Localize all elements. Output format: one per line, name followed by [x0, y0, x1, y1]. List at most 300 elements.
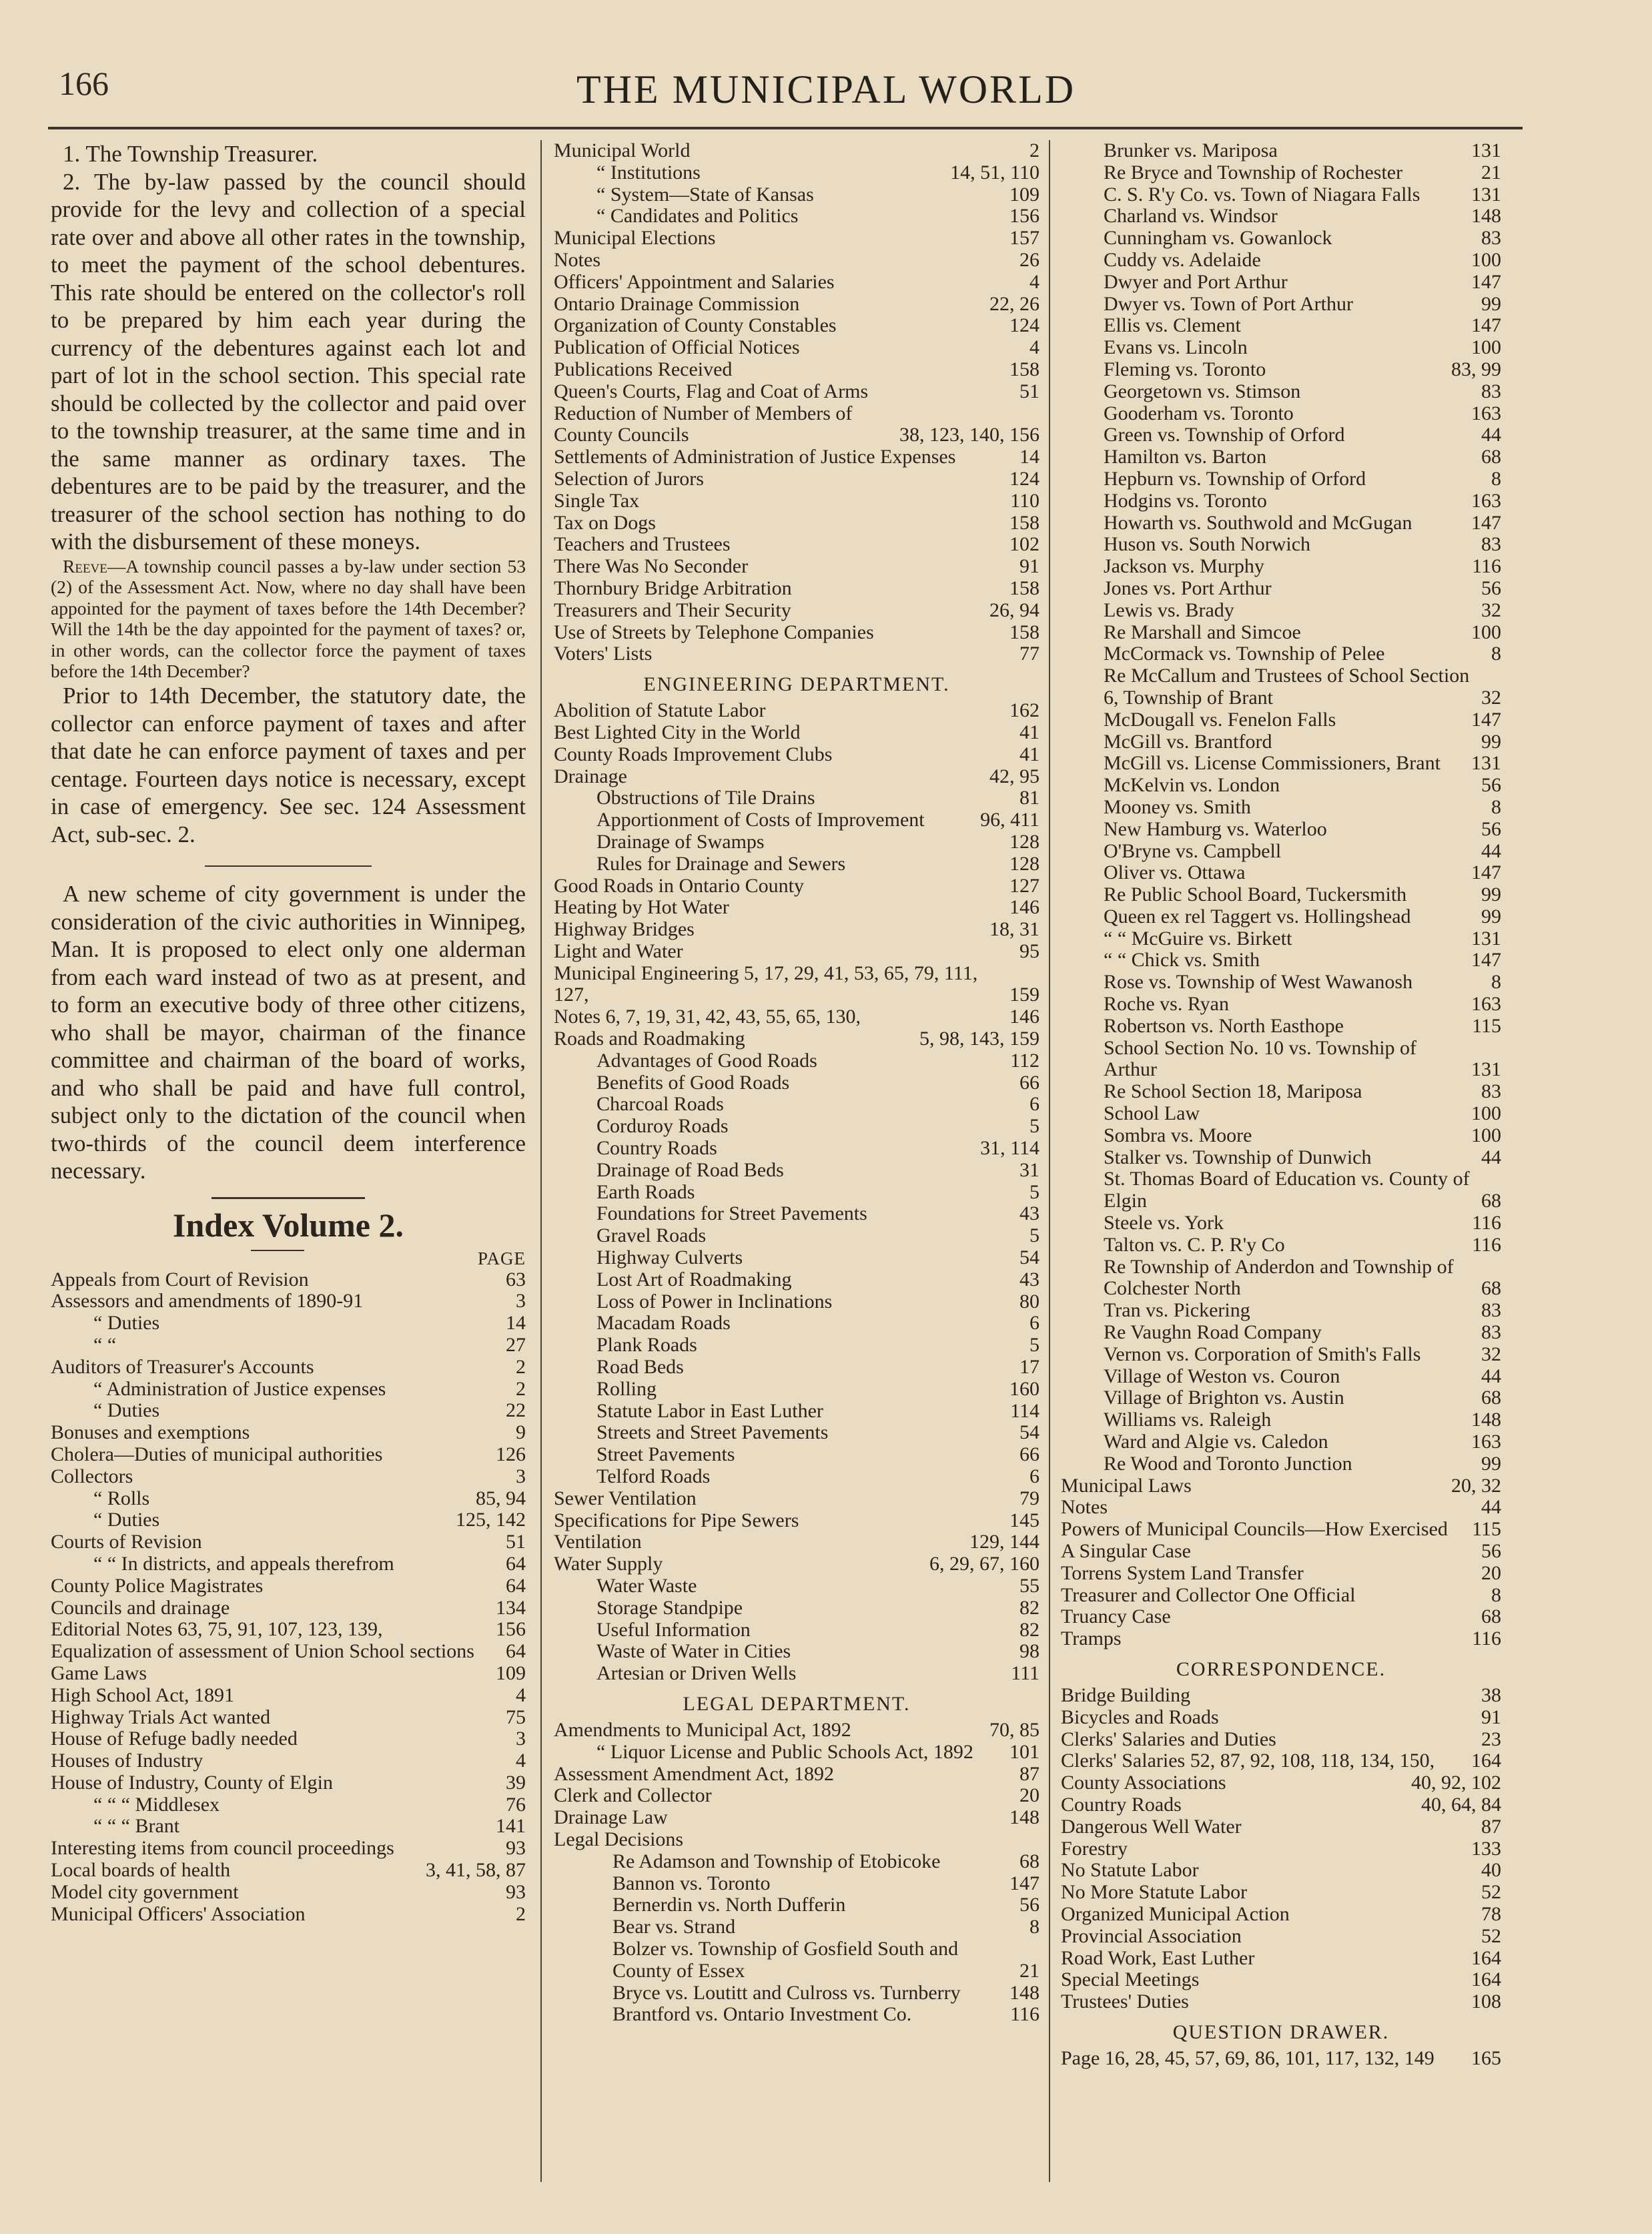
index-entry-page: 115	[1472, 1518, 1501, 1541]
index-entry	[554, 1028, 1040, 1050]
index-entry-page: 26, 94	[989, 599, 1040, 621]
index-entry	[1061, 994, 1501, 1016]
index-entry	[554, 1006, 1040, 1028]
index-entry	[1061, 1125, 1501, 1147]
index-entry-title: Queen's Courts, Flag and Coat of Arms	[554, 380, 869, 402]
index-entry	[1061, 1926, 1501, 1948]
index-entry-title: Local boards of health	[51, 1859, 231, 1882]
index-entry-page: 68	[1481, 1277, 1501, 1300]
index-entry-title: Specifications for Pipe Sewers	[554, 1509, 799, 1531]
index-entry-title: Amendments to Municipal Act, 1892	[554, 1718, 851, 1741]
index-entry-page: 6, 29, 67, 160	[929, 1553, 1040, 1575]
index-entry-title: Tax on Dogs	[554, 511, 656, 534]
index-entry	[1061, 140, 1501, 162]
index-entry-title: Best Lighted City in the World	[554, 721, 801, 743]
index-entry-page: 56	[1019, 1894, 1040, 1916]
index-list-question-drawer	[1061, 2048, 1501, 2070]
index-entry	[1061, 1453, 1501, 1475]
index-entry	[554, 534, 1040, 556]
index-entry	[554, 897, 1040, 919]
index-entry	[51, 1575, 526, 1597]
index-entry-title: Drainage of Swamps	[596, 830, 765, 853]
index-entry	[1061, 1475, 1501, 1497]
index-entry-page: 2	[516, 1355, 526, 1378]
index-entry	[1061, 1212, 1501, 1234]
index-entry-page: 102	[1009, 533, 1040, 556]
index-entry-page: 147	[1471, 511, 1501, 534]
index-entry-page: 82	[1019, 1618, 1040, 1641]
index-entry-page: 116	[1472, 1212, 1501, 1234]
index-entry-title: “ Administration of Justice expenses	[93, 1377, 386, 1400]
index-entry-page: 83	[1481, 1321, 1501, 1344]
column-2	[554, 140, 1040, 2026]
index-entry	[1061, 709, 1501, 731]
index-entry-title: Corduroy Roads	[596, 1115, 729, 1138]
index-entry	[554, 1829, 1040, 1851]
index-entry	[554, 578, 1040, 600]
index-entry	[51, 1882, 526, 1904]
index-list-col1	[51, 1269, 526, 1926]
index-entry-page: 126	[496, 1443, 526, 1465]
index-entry-title: Stalker vs. Township of Dunwich	[1104, 1146, 1372, 1168]
index-entry-title: Road Work, East Luther	[1061, 1946, 1255, 1969]
index-entry-page: 131	[1471, 1058, 1501, 1081]
index-entry	[1061, 1081, 1501, 1103]
index-entry-title: Mooney vs. Smith	[1104, 795, 1251, 818]
index-entry	[554, 446, 1040, 468]
index-entry-page: 78	[1481, 1902, 1501, 1925]
index-entry-title: Heating by Hot Water	[554, 896, 729, 919]
index-entry-page: 101	[1009, 1740, 1040, 1763]
index-entry-page: 20	[1481, 1561, 1501, 1584]
index-entry-title: “ “ “ Middlesex	[93, 1793, 220, 1816]
index-entry-page: 41	[1019, 721, 1040, 743]
index-entry	[554, 1050, 1040, 1072]
index-entry-page: 68	[1019, 1850, 1040, 1872]
index-entry	[554, 1785, 1040, 1807]
index-entry	[1061, 1794, 1501, 1816]
index-entry	[51, 1904, 526, 1926]
index-entry-title: Village of Weston vs. Couron	[1104, 1365, 1340, 1387]
index-entry	[554, 1894, 1040, 1916]
index-entry	[1061, 1497, 1501, 1519]
index-entry	[1061, 906, 1501, 928]
index-entry-page: 6	[1029, 1312, 1040, 1335]
index-entry	[51, 1488, 526, 1510]
index-entry-title: “ “ “ Brant	[93, 1815, 180, 1838]
index-entry-page: 148	[1009, 1806, 1040, 1829]
index-list-correspondence	[1061, 1685, 1501, 2013]
index-entry	[554, 1938, 1040, 1982]
index-entry	[1061, 315, 1501, 337]
index-entry-title: Bonuses and exemptions	[51, 1421, 250, 1444]
index-entry	[1061, 1860, 1501, 1882]
index-entry-page: 40	[1481, 1859, 1501, 1882]
index-entry	[1061, 600, 1501, 622]
index-entry-title: School Section No. 10 vs. Township of Arthur	[1104, 1036, 1417, 1081]
index-entry-page: 56	[1481, 817, 1501, 840]
index-entry-page: 32	[1481, 599, 1501, 621]
index-entry-title: Brantford vs. Ontario Investment Co.	[612, 2003, 912, 2026]
index-entry-title: Clerks' Salaries and Duties	[1061, 1728, 1276, 1750]
index-entry-page: 32	[1481, 1343, 1501, 1365]
index-entry-page: 157	[1009, 227, 1040, 250]
index-entry	[1061, 1563, 1501, 1585]
index-entry-title: Sewer Ventilation	[554, 1487, 697, 1509]
index-entry-page: 14	[1019, 446, 1040, 468]
index-entry	[51, 1750, 526, 1772]
index-entry-page: 81	[1019, 787, 1040, 809]
index-entry-page: 99	[1481, 905, 1501, 927]
index-entry-title: Cuddy vs. Adelaide	[1104, 248, 1261, 271]
index-entry-page: 93	[506, 1880, 526, 1903]
index-entry-page: 116	[1472, 1627, 1501, 1650]
index-entry-page: 110	[1010, 489, 1040, 512]
index-entry-page: 87	[1481, 1815, 1501, 1838]
index-entry-page: 68	[1481, 1605, 1501, 1628]
index-entry-page: 99	[1481, 1452, 1501, 1475]
index-entry-title: Re Wood and Toronto Junction	[1104, 1452, 1352, 1475]
index-entry-page: 52	[1481, 1881, 1501, 1904]
index-entry	[1061, 403, 1501, 425]
index-entry	[1061, 337, 1501, 359]
index-entry-title: Trustees' Duties	[1061, 1990, 1189, 2013]
index-entry-page: 5	[1029, 1224, 1040, 1247]
index-entry	[1061, 1103, 1501, 1125]
index-entry-title: Steele vs. York	[1104, 1212, 1224, 1234]
index-entry	[1061, 1969, 1501, 1991]
index-entry-page: 125, 142	[456, 1509, 526, 1531]
index-entry	[1061, 1038, 1501, 1082]
index-entry	[51, 1597, 526, 1619]
index-entry-title: Clerk and Collector	[554, 1784, 712, 1807]
answer-1: 1. The Township Treasurer.	[63, 141, 318, 167]
index-entry-page: 66	[1019, 1443, 1040, 1466]
index-entry-page: 100	[1471, 248, 1501, 271]
index-entry-title: Village of Brighton vs. Austin	[1104, 1387, 1344, 1409]
index-entry	[1061, 622, 1501, 644]
index-entry-title: McKelvin vs. London	[1104, 774, 1280, 797]
index-entry-page: 83	[1481, 380, 1501, 402]
index-entry-title: Municipal Elections	[554, 227, 716, 250]
index-entry	[51, 1531, 526, 1553]
index-entry-title: “ System—State of Kansas	[596, 183, 814, 206]
index-entry-page: 98	[1019, 1640, 1040, 1663]
index-entry-title: Fleming vs. Toronto	[1104, 358, 1266, 380]
index-entry-page: 160	[1009, 1377, 1040, 1400]
index-entry-page: 40, 64, 84	[1421, 1793, 1501, 1816]
index-entry-title: Charcoal Roads	[596, 1093, 724, 1116]
index-entry	[51, 1444, 526, 1466]
index-entry	[554, 512, 1040, 534]
index-entry-page: 124	[1009, 314, 1040, 337]
index-entry-title: Ellis vs. Clement	[1104, 314, 1241, 337]
index-entry-page: 163	[1471, 993, 1501, 1016]
legal-heading: LEGAL DEPARTMENT.	[683, 1692, 911, 1715]
index-entry-page: 109	[496, 1661, 526, 1684]
index-entry-title: Settlements of Administration of Justice Expenses	[554, 446, 956, 468]
index-entry	[1061, 512, 1501, 534]
index-entry-page: 20	[1019, 1784, 1040, 1807]
index-entry-page: 146	[1009, 1006, 1040, 1028]
index-entry-title: Hepburn vs. Township of Orford	[1104, 467, 1366, 490]
index-entry	[554, 1466, 1040, 1488]
index-entry-title: Bannon vs. Toronto	[612, 1872, 771, 1894]
index-entry-title: Brunker vs. Mariposa	[1104, 139, 1278, 161]
index-entry-page: 68	[1481, 1190, 1501, 1212]
index-entry	[554, 1357, 1040, 1379]
index-entry-page: 158	[1009, 621, 1040, 643]
index-entry-page: 158	[1009, 577, 1040, 599]
index-entry	[554, 337, 1040, 359]
index-entry	[51, 1269, 526, 1291]
column-1	[51, 140, 526, 1925]
index-entry	[1061, 184, 1501, 206]
index-entry-page: 99	[1481, 730, 1501, 753]
index-entry-title: Provincial Association	[1061, 1924, 1242, 1947]
index-entry	[554, 622, 1040, 644]
index-entry-title: McGill vs. License Commissioners, Brant	[1104, 752, 1440, 775]
index-entry-title: Re Marshall and Simcoe	[1104, 621, 1301, 643]
index-entry-page: 70, 85	[989, 1718, 1040, 1741]
index-entry-title: Municipal Laws	[1061, 1474, 1192, 1497]
index-entry	[554, 250, 1040, 272]
index-entry	[554, 1553, 1040, 1575]
page-number: 166	[59, 65, 109, 102]
index-entry-title: Bolzer vs. Township of Gosfield South and County of Essex	[612, 1937, 959, 1982]
index-entry-title: Bridge Building	[1061, 1684, 1191, 1706]
index-entry	[1061, 1772, 1501, 1794]
index-entry-page: 164	[1471, 1946, 1501, 1969]
index-entry-title: Page 16, 28, 45, 57, 69, 86, 101, 117, 132, 149	[1061, 2046, 1434, 2069]
index-entry	[1061, 1628, 1501, 1650]
index-entry-page: 99	[1481, 292, 1501, 315]
index-entry-title: Queen ex rel Taggert vs. Hollingshead	[1104, 905, 1411, 927]
index-entry	[554, 1379, 1040, 1401]
index-entry	[554, 228, 1040, 250]
index-entry-page: 18, 31	[989, 918, 1040, 941]
index-entry	[554, 1807, 1040, 1829]
index-entry-title: Williams vs. Raleigh	[1104, 1409, 1272, 1431]
index-entry-title: Single Tax	[554, 489, 640, 512]
index-list-legal	[554, 1720, 1040, 2026]
index-entry	[1061, 928, 1501, 950]
index-entry	[554, 556, 1040, 578]
index-entry-title: County Associations	[1061, 1772, 1226, 1794]
index-entry-title: Assessment Amendment Act, 1892	[554, 1762, 834, 1785]
index-entry-title: Teachers and Trustees	[554, 533, 731, 556]
index-entry-title: Oliver vs. Ottawa	[1104, 861, 1246, 884]
index-entry-title: Storage Standpipe	[596, 1596, 743, 1619]
index-entry	[1061, 1750, 1501, 1772]
index-entry	[1061, 534, 1501, 556]
index-entry	[554, 1873, 1040, 1895]
index-entry	[1061, 1519, 1501, 1541]
question-drawer-heading: QUESTION DRAWER.	[1172, 2020, 1390, 2043]
article-answers	[51, 140, 526, 556]
index-entry-title: Plank Roads	[596, 1334, 697, 1357]
index-entry-title: Clerks' Salaries 52, 87, 92, 108, 118, 134, 150,	[1061, 1750, 1435, 1772]
index-entry-page: 114	[1010, 1399, 1040, 1422]
index-entry	[1061, 490, 1501, 512]
index-entry-title: Equalization of assessment of Union School sections	[51, 1640, 474, 1663]
index-entry	[1061, 1541, 1501, 1563]
index-entry-title: Street Pavements	[596, 1443, 735, 1466]
index-entry	[51, 1619, 526, 1641]
index-entry-page: 127	[1009, 874, 1040, 897]
index-entry	[554, 1510, 1040, 1532]
index-entry-page: 23	[1481, 1728, 1501, 1750]
index-entry	[554, 272, 1040, 294]
index-entry-title: Apportionment of Costs of Improvement	[596, 809, 925, 831]
index-entry-page: 164	[1471, 1750, 1501, 1772]
index-entry	[51, 1838, 526, 1860]
index-entry-title: Municipal World	[554, 139, 691, 161]
index-entry	[554, 1269, 1040, 1291]
page-column-heading: PAGE	[477, 1248, 526, 1268]
index-entry-title: Bicycles and Roads	[1061, 1706, 1219, 1728]
index-entry-title: Organized Municipal Action	[1061, 1902, 1290, 1925]
index-entry-page: 32	[1481, 686, 1501, 709]
index-entry	[1061, 972, 1501, 994]
index-entry-page: 93	[506, 1837, 526, 1860]
column-3	[1061, 140, 1501, 2070]
index-entry-title: “ “ Chick vs. Smith	[1104, 949, 1260, 972]
index-entry	[1061, 819, 1501, 841]
index-entry	[554, 1291, 1040, 1313]
index-entry-page: 95	[1019, 940, 1040, 962]
index-entry-title: Selection of Jurors	[554, 467, 704, 490]
index-entry-title: Hodgins vs. Toronto	[1104, 489, 1267, 512]
index-entry-page: 3, 41, 58, 87	[426, 1859, 526, 1882]
index-entry	[1061, 1256, 1501, 1300]
index-entry-page: 77	[1019, 643, 1040, 665]
index-entry	[1061, 950, 1501, 972]
index-entry-page: 54	[1019, 1246, 1040, 1269]
reeve-question	[51, 556, 526, 683]
index-entry	[554, 853, 1040, 875]
index-entry-page: 129, 144	[969, 1531, 1040, 1553]
index-entry-page: 148	[1471, 1409, 1501, 1431]
index-entry-title: “ “ McGuire vs. Birkett	[1104, 927, 1292, 950]
index-entry	[1061, 731, 1501, 753]
index-entry-title: Legal Decisions	[554, 1828, 684, 1850]
index-entry	[554, 2004, 1040, 2026]
index-entry-title: Country Roads	[1061, 1793, 1182, 1816]
index-entry	[1061, 841, 1501, 863]
index-entry-page: 116	[1472, 555, 1501, 578]
index-entry-title: Earth Roads	[596, 1180, 695, 1203]
index-entry	[554, 1422, 1040, 1444]
index-entry-title: Rolling	[596, 1377, 657, 1400]
index-entry-page: 44	[1481, 839, 1501, 862]
index-entry	[51, 1685, 526, 1707]
header-rule	[48, 127, 1523, 129]
index-entry-page: 43	[1019, 1268, 1040, 1290]
index-entry-title: McGill vs. Brantford	[1104, 730, 1272, 753]
index-entry-page: 100	[1471, 1102, 1501, 1125]
index-entry-page: 147	[1471, 270, 1501, 293]
index-entry-title: Bernerdin vs. North Dufferin	[612, 1894, 846, 1916]
index-entry-page: 162	[1009, 699, 1040, 722]
index-entry	[51, 1290, 526, 1313]
index-entry	[51, 1641, 526, 1663]
index-entry-title: Collectors	[51, 1465, 133, 1487]
index-entry-page: 3	[516, 1465, 526, 1487]
index-entry-title: C. S. R'y Co. vs. Town of Niagara Falls	[1104, 183, 1420, 206]
index-entry-page: 100	[1471, 336, 1501, 359]
index-entry	[554, 1982, 1040, 2004]
index-entry	[51, 1400, 526, 1422]
index-entry-page: 68	[1481, 446, 1501, 468]
index-entry-title: Robertson vs. North Easthope	[1104, 1014, 1344, 1037]
index-entry-title: Talton vs. C. P. R'y Co	[1104, 1233, 1285, 1256]
index-entry	[1061, 753, 1501, 775]
winnipeg-article: A new scheme of city government is under the consideration of the civic authorities in Winnipeg, Man. It is proposed to elect only one alderman from each ward instead of two as at present, and to form an executive body of three other citizens, who shall be mayor, chairman of the finance committee and chairman of the board of works, and who shall be paid and have full control, subject only to the dictation of the council when two-thirds of the council deem interference necessary.	[51, 881, 526, 1184]
index-list-cases	[1061, 140, 1501, 1650]
index-entry-title: Vernon vs. Corporation of Smith's Falls	[1104, 1343, 1421, 1365]
index-entry-page: 147	[1471, 949, 1501, 972]
index-entry	[51, 1728, 526, 1750]
index-entry-title: Macadam Roads	[596, 1312, 731, 1335]
index-entry-page: 111	[1011, 1662, 1040, 1685]
index-entry	[1061, 1882, 1501, 1904]
index-entry-page: 52	[1481, 1924, 1501, 1947]
index-entry-title: Thornbury Bridge Arbitration	[554, 577, 792, 599]
index-entry-page: 4	[1029, 270, 1040, 293]
masthead: THE MUNICIPAL WORLD	[576, 67, 1076, 111]
index-entry	[554, 600, 1040, 622]
index-entry	[51, 1860, 526, 1882]
index-entry-title: Houses of Industry	[51, 1750, 203, 1772]
index-entry-title: Evans vs. Lincoln	[1104, 336, 1248, 359]
index-entry-title: Interesting items from council proceedings	[51, 1837, 394, 1860]
correspondence-heading: CORRESPONDENCE.	[1176, 1657, 1386, 1680]
index-ornament-rule	[212, 1197, 365, 1199]
index-entry-page: 83	[1481, 1080, 1501, 1103]
index-entry-title: No More Statute Labor	[1061, 1881, 1248, 1904]
index-entry	[554, 643, 1040, 665]
index-entry-page: 51	[506, 1531, 526, 1553]
index-entry-page: 64	[506, 1640, 526, 1663]
index-entry-title: Highway Culverts	[596, 1246, 743, 1269]
index-entry	[554, 941, 1040, 963]
index-entry	[554, 700, 1040, 722]
index-entry-page: 163	[1471, 402, 1501, 424]
index-entry	[1061, 1409, 1501, 1431]
index-entry-title: Dwyer vs. Town of Port Arthur	[1104, 292, 1353, 315]
index-entry-page: 44	[1481, 1496, 1501, 1519]
index-entry-title: Telford Roads	[596, 1465, 711, 1488]
index-entry	[1061, 1234, 1501, 1256]
index-entry-title: No Statute Labor	[1061, 1859, 1199, 1882]
index-entry-page: 131	[1471, 927, 1501, 950]
index-entry	[554, 1663, 1040, 1685]
index-entry	[51, 1335, 526, 1357]
index-entry	[1061, 424, 1501, 446]
index-list-col2-top	[554, 140, 1040, 665]
index-entry-page: 66	[1019, 1071, 1040, 1094]
index-entry-title: Ontario Drainage Commission	[554, 292, 800, 315]
index-entry-title: Dangerous Well Water	[1061, 1815, 1242, 1838]
index-entry-page: 75	[506, 1706, 526, 1728]
index-entry-title: Re Vaughn Road Company	[1104, 1321, 1322, 1344]
index-entry-title: Appeals from Court of Revision	[51, 1268, 309, 1290]
index-entry	[554, 359, 1040, 381]
index-entry-page: 22	[506, 1399, 526, 1422]
index-entry-title: Artesian or Driven Wells	[596, 1662, 797, 1685]
index-entry	[1061, 1147, 1501, 1169]
